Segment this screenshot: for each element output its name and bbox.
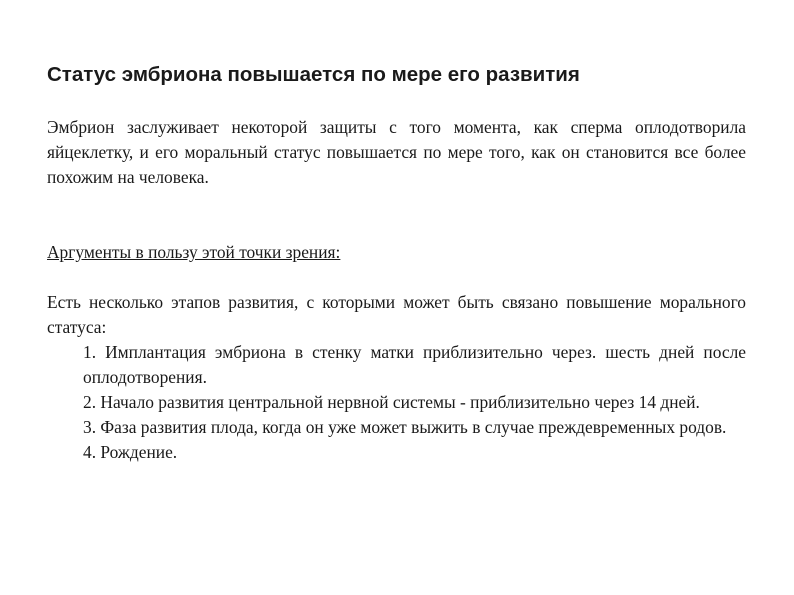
slide-body <box>47 115 746 465</box>
slide-title: Статус эмбриона повышается по мере его развития <box>47 63 580 86</box>
list-item: 3. Фаза развития плода, когда он уже может выжить в случае преждевременных родов. <box>83 417 727 437</box>
arguments-heading: Аргументы в пользу этой точки зрения: <box>47 242 341 262</box>
list-item: 1. Имплантация эмбриона в стенку матки приблизительно через. шесть дней после оплодотворения. <box>83 342 746 387</box>
list-item: 4. Рождение. <box>83 442 178 462</box>
stages-intro-paragraph: Есть несколько этапов развития, с которыми может быть связано повышение морального статуса: <box>47 292 746 337</box>
stages-list <box>47 340 746 465</box>
intro-paragraph: Эмбрион заслуживает некоторой защиты с того момента, как сперма оплодотворила яйцеклетку, и его моральный статус повышается по мере того, как он становится все более похожим на человека. <box>47 117 746 187</box>
list-item: 2. Начало развития центральной нервной системы - приблизительно через 14 дней. <box>83 392 700 412</box>
